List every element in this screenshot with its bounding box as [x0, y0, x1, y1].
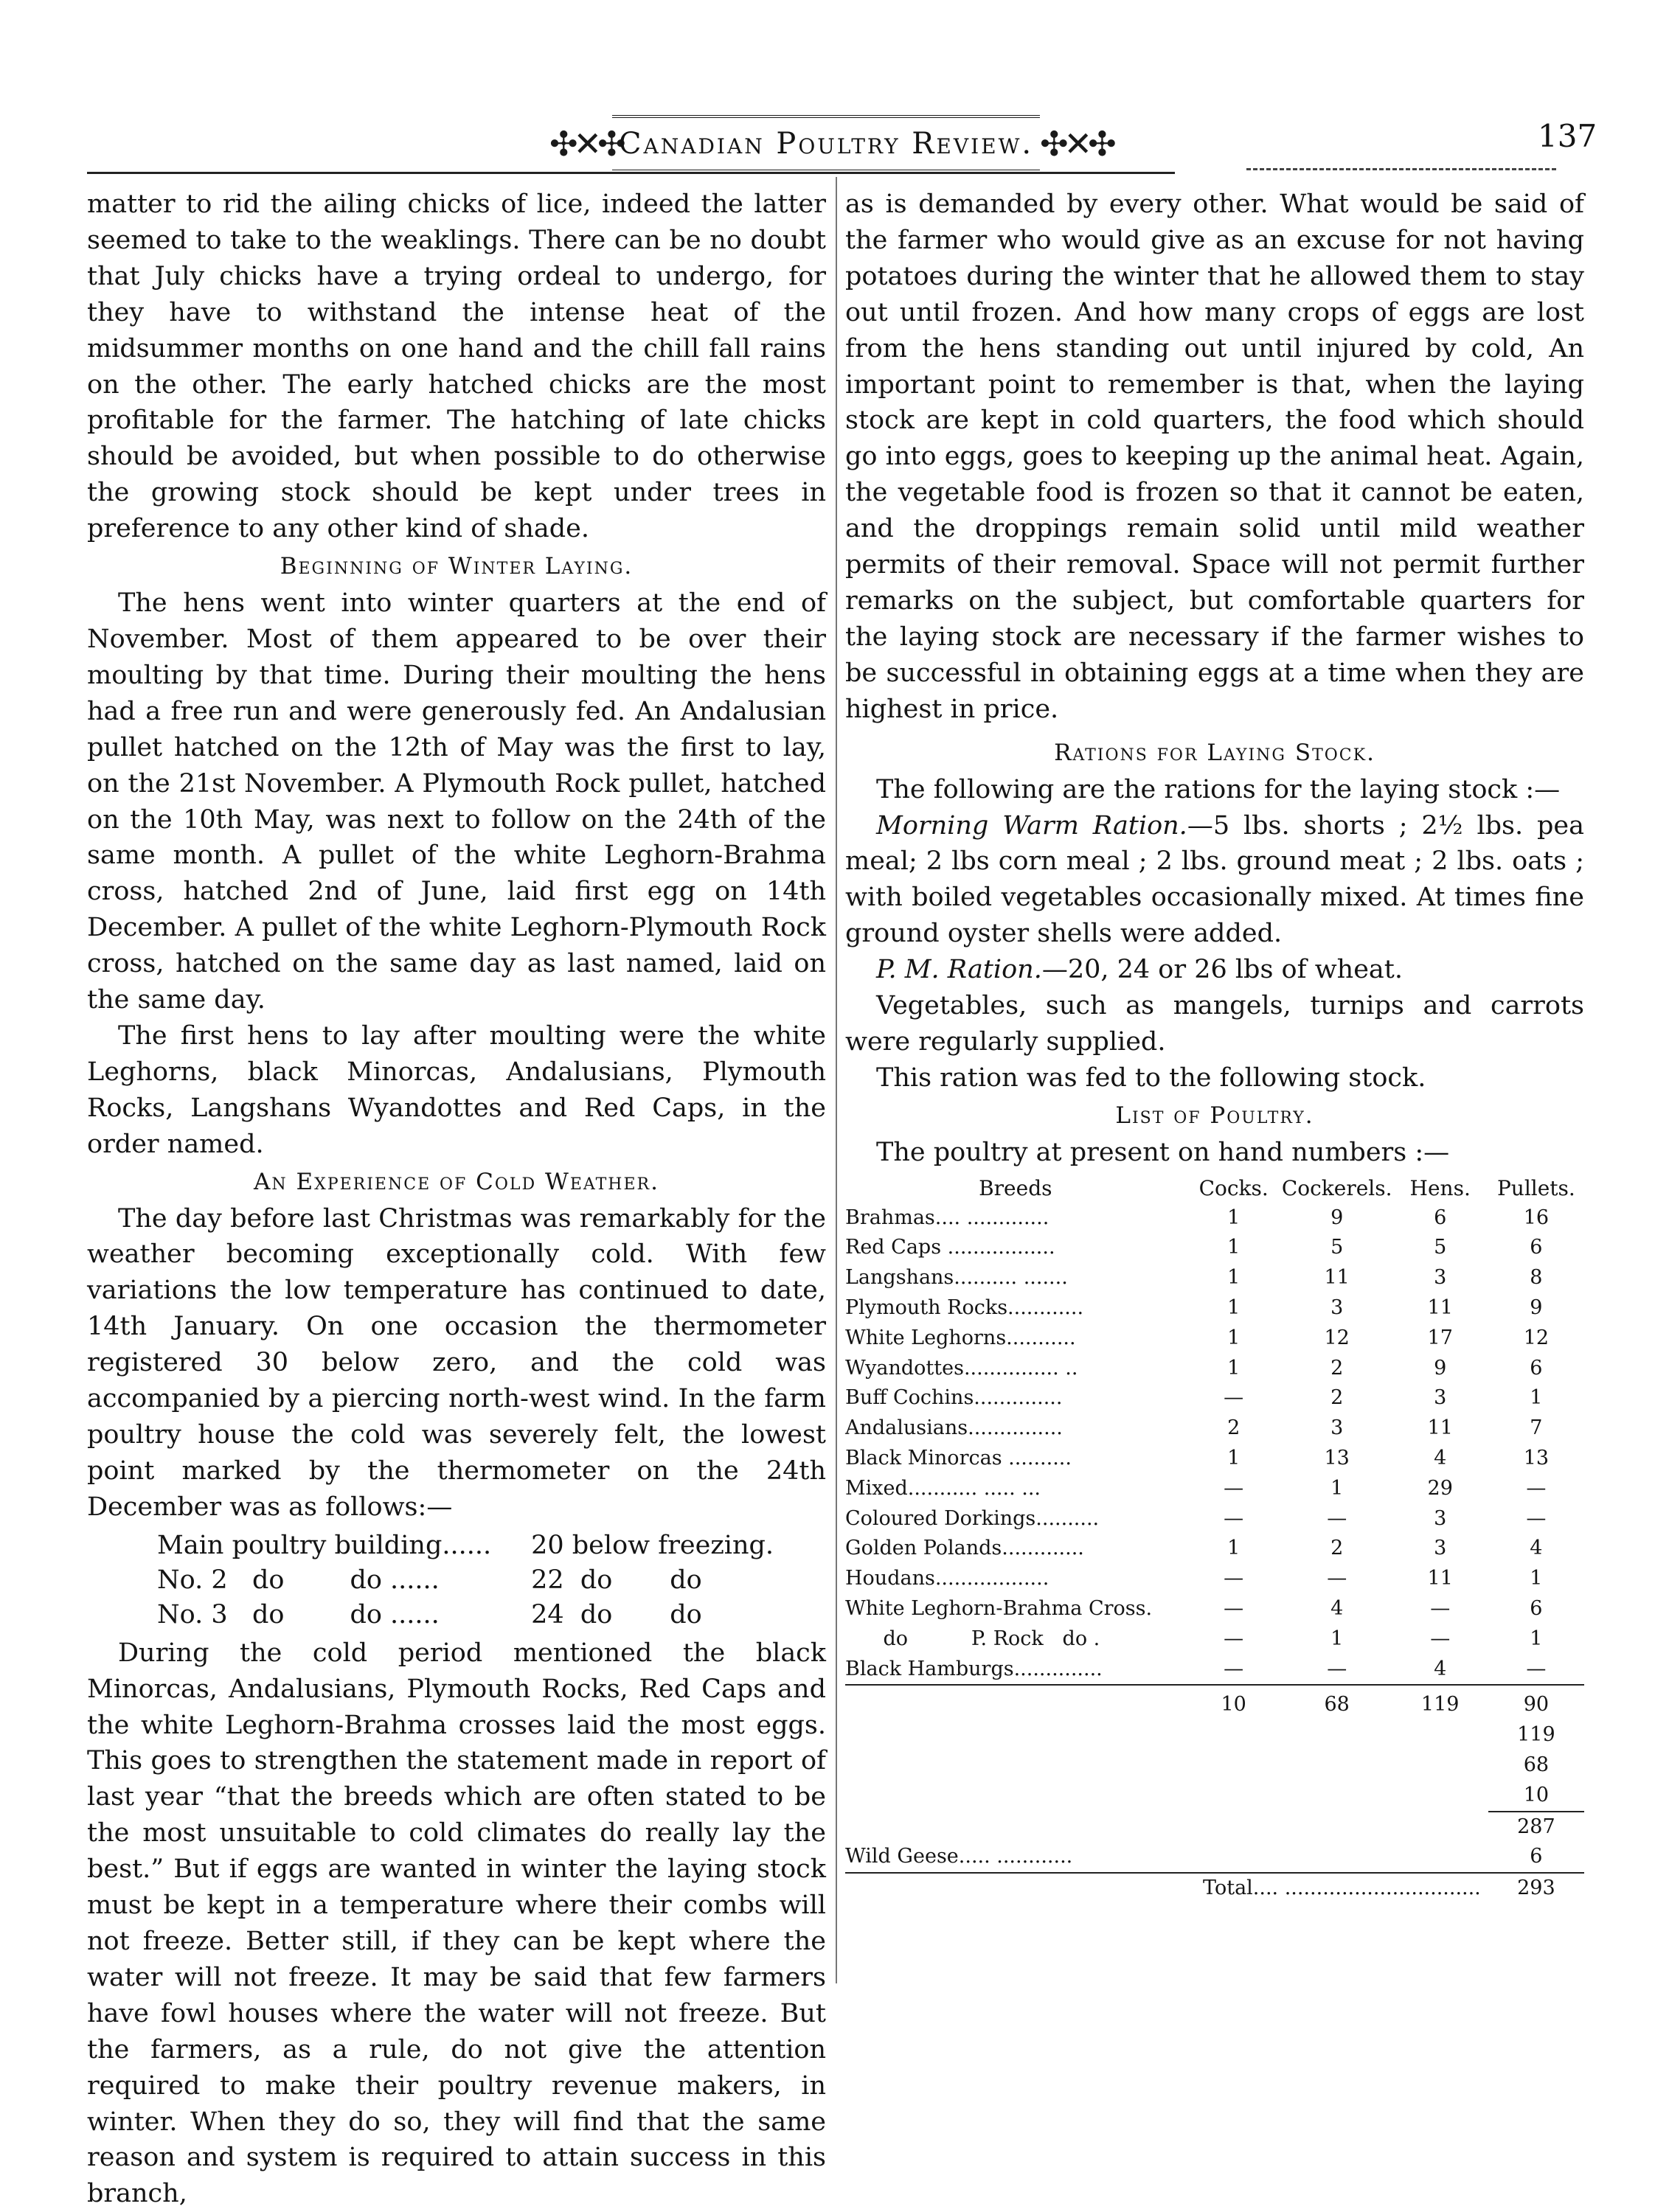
- table-row: [845, 1413, 1584, 1444]
- paragraph: matter to rid the ailing chicks of lice, indeed the latter seemed to take to the weaklings. There can be no doubt that July chicks have a trying ordeal to undergo, for they have to withstand the intense heat of the midsummer months on one hand and the chill fall rains on the other. The early hatched chicks are the most profitable for the farmer. The hatching of late chicks should be avoided, but when possible to do otherwise the growing stock should be kept under trees in preference to any other kind of shade.: [87, 189, 826, 544]
- sum-row: [845, 1720, 1584, 1750]
- cocks-count: —: [1224, 1506, 1244, 1530]
- paragraph: The day before last Christmas was remarkably for the weather becoming exceptionally cold. With few variations the low temperature has continued to date, 14th January. On one occasion the thermometer registered 30 below zero, and the cold was accompanied by a piercing north-west wind. In the farm poultry house the cold was severely felt, the lowest point marked by the thermometer on the 24th December was as follows:—: [87, 1203, 826, 1522]
- table-cell: No. 2 do do ......: [157, 1565, 440, 1595]
- breed-name: Buff Cochins..............: [845, 1386, 1063, 1410]
- cocks-count: 1: [1227, 1296, 1241, 1320]
- ration-text: —20, 24 or 26 lbs of wheat.: [1041, 955, 1403, 985]
- table-row: [845, 1504, 1584, 1534]
- hens-count: 29: [1427, 1476, 1453, 1500]
- table-row: [845, 1233, 1584, 1263]
- hens-count: 11: [1427, 1567, 1453, 1590]
- total-cocks: 10: [1186, 1685, 1282, 1720]
- paragraph: Vegetables, such as mangels, turnips and carrots were regularly supplied.: [845, 991, 1584, 1057]
- paragraph: The following are the rations for the laying stock :—: [876, 774, 1561, 804]
- cockerels-count: 9: [1330, 1206, 1344, 1229]
- totals-row: [845, 1685, 1584, 1720]
- sum-row: [845, 1781, 1584, 1812]
- cocks-count: —: [1224, 1567, 1244, 1590]
- ornament-left-icon: ✣✕✣: [549, 124, 622, 164]
- hens-count: 3: [1434, 1537, 1447, 1560]
- table-row: [157, 1563, 784, 1598]
- wild-geese-row: [845, 1842, 1584, 1873]
- table-row: [845, 1203, 1584, 1234]
- section-heading: Beginning of Winter Laying.: [280, 553, 634, 580]
- left-column: [87, 187, 826, 2212]
- hens-count: 6: [1434, 1206, 1447, 1229]
- paragraph: as is demanded by every other. What would be said of the farmer who would give as an excuse for not having potatoes during the winter that he allowed them to stay out until frozen. And how many crops of eggs are lost from the hens standing out until injured by cold, An important point to remember is that, when the laying stock are kept in cold quarters, the food which should go into eggs, goes to keeping up the animal heat. Again, the vegetable food is frozen so that it cannot be eaten, and the droppings remain solid until mild weather permits of their removal. Space will not permit further remarks on the subject, but comfortable quarters for the laying stock are necessary if the farmer wishes to be successful in obtaining eggs at a time when they are highest in price.: [845, 189, 1584, 724]
- table-cell: Main poultry building......: [157, 1530, 492, 1560]
- pullets-count: 4: [1530, 1537, 1543, 1560]
- cockerels-count: 5: [1330, 1236, 1344, 1259]
- breed-name: Houdans..................: [845, 1567, 1049, 1590]
- breed-name: Black Hamburgs..............: [845, 1657, 1103, 1680]
- pullets-count: —: [1526, 1657, 1547, 1680]
- pullets-count: 1: [1530, 1567, 1543, 1590]
- cockerels-count: 12: [1324, 1326, 1350, 1349]
- table-row: [845, 1293, 1584, 1324]
- pullets-count: 12: [1523, 1326, 1550, 1349]
- hens-count: 17: [1427, 1326, 1453, 1349]
- pullets-count: —: [1526, 1476, 1547, 1500]
- breed-name: Brahmas.... .............: [845, 1206, 1049, 1229]
- paragraph: [845, 952, 1584, 988]
- header-rule: [87, 172, 1175, 174]
- table-row: [845, 1324, 1584, 1354]
- pullets-count: 1: [1530, 1627, 1543, 1650]
- cockerels-count: 4: [1330, 1597, 1344, 1621]
- cocks-count: —: [1224, 1657, 1244, 1680]
- cocks-count: 1: [1227, 1266, 1241, 1290]
- wild-geese-label: Wild Geese..... ............: [845, 1845, 1073, 1868]
- hens-count: 3: [1434, 1266, 1447, 1290]
- cocks-count: 1: [1227, 1356, 1241, 1380]
- column-divider: [836, 177, 837, 1983]
- ration-text: —5 lbs. shorts ; 2½ lbs. pea meal; 2 lbs corn meal ; 2 lbs. ground meat ; 2 lbs. oats ; with boiled vegetables occasionally mixed. At times fine ground oyster shells were added.: [845, 810, 1584, 949]
- breed-name: Andalusians...............: [845, 1416, 1063, 1440]
- cockerels-count: 1: [1330, 1476, 1344, 1500]
- table-row: [845, 1564, 1584, 1594]
- sum-value: 10: [1523, 1783, 1550, 1806]
- hens-count: —: [1430, 1627, 1451, 1650]
- column-header: Cockerels.: [1281, 1175, 1392, 1200]
- cockerels-count: —: [1327, 1567, 1347, 1590]
- hens-count: —: [1430, 1597, 1451, 1621]
- cocks-count: 1: [1227, 1326, 1241, 1349]
- cocks-count: —: [1224, 1627, 1244, 1650]
- pullets-count: 6: [1530, 1356, 1543, 1380]
- subtotal-row: [845, 1812, 1584, 1843]
- table-row: [845, 1594, 1584, 1624]
- hens-count: 9: [1434, 1356, 1447, 1380]
- table-row: [845, 1354, 1584, 1384]
- table-cell: 22 do do: [531, 1565, 702, 1595]
- sum-value: 68: [1523, 1753, 1550, 1776]
- table-row: [845, 1263, 1584, 1293]
- breed-name: Mixed........... ..... ...: [845, 1476, 1041, 1500]
- section-heading: List of Poultry.: [1115, 1102, 1314, 1129]
- cocks-count: 1: [1227, 1236, 1241, 1259]
- breed-name: Langshans.......... .......: [845, 1266, 1068, 1290]
- paragraph: The hens went into winter quarters at the end of November. Most of them appeared to be over their moulting by that time. During their moulting the hens had a free run and were generously fed. An Andalusian pullet hatched on the 12th of May was the first to lay, on the 21st November. A Plymouth Rock pullet, hatched on the 10th May, was next to follow on the 24th of the same month. A pullet of the white Leghorn-Brahma cross, hatched 2nd of June, laid first egg on 14th December. A pullet of the white Leghorn-Plymouth Rock cross, hatched on the same day as last named, laid on the same day.: [87, 588, 826, 1015]
- pullets-count: 7: [1530, 1416, 1543, 1440]
- table-header-row: [845, 1174, 1584, 1203]
- total-hens: 119: [1392, 1685, 1488, 1720]
- cocks-count: 1: [1227, 1537, 1241, 1560]
- breed-name: White Leghorn-Brahma Cross.: [845, 1597, 1153, 1621]
- table-row: [845, 1444, 1584, 1474]
- hens-count: 4: [1434, 1447, 1447, 1470]
- header-rule-dashed: [1246, 168, 1556, 170]
- cockerels-count: 3: [1330, 1416, 1344, 1440]
- total-pullets: 90: [1488, 1685, 1584, 1720]
- section-heading: Rations for Laying Stock.: [1054, 739, 1375, 766]
- pullets-count: 9: [1530, 1296, 1543, 1320]
- breed-name: Coloured Dorkings..........: [845, 1506, 1100, 1530]
- table-row: [845, 1383, 1584, 1413]
- breed-name: White Leghorns...........: [845, 1326, 1076, 1349]
- breed-name: do P. Rock do .: [845, 1627, 1100, 1650]
- cocks-count: —: [1224, 1386, 1244, 1410]
- ration-label: P. M. Ration.: [876, 955, 1042, 985]
- magazine-title: Canadian Poultry Review.: [612, 115, 1040, 173]
- cockerels-count: 2: [1330, 1356, 1344, 1380]
- hens-count: 11: [1427, 1296, 1453, 1320]
- table-row: [845, 1655, 1584, 1686]
- pullets-count: 16: [1523, 1206, 1550, 1229]
- subtotal-value: 287: [1488, 1812, 1584, 1843]
- breed-name: Golden Polands.............: [845, 1537, 1084, 1560]
- page-number: 137: [1538, 118, 1597, 154]
- cockerels-count: 13: [1324, 1447, 1350, 1470]
- cockerels-count: 2: [1330, 1537, 1344, 1560]
- hens-count: 11: [1427, 1416, 1453, 1440]
- hens-count: 4: [1434, 1657, 1447, 1680]
- column-header: Pullets.: [1496, 1175, 1575, 1200]
- column-header: Cocks.: [1198, 1175, 1269, 1200]
- total-cockerels: 68: [1282, 1685, 1392, 1720]
- pullets-count: 6: [1530, 1236, 1543, 1259]
- cocks-count: 1: [1227, 1447, 1241, 1470]
- table-cell: 20 below freezing.: [531, 1530, 774, 1560]
- poultry-table: [845, 1174, 1584, 1904]
- paragraph: During the cold period mentioned the black Minorcas, Andalusians, Plymouth Rocks, Red Caps and the white Leghorn-Brahma crosses laid the most eggs. This goes to strengthen the statement made in report of last year “that the breeds which are often stated to be the most unsuitable to cold climates do really lay the best.” But if eggs are wanted in winter the laying stock must be kept in a temperature where their combs will not freeze. Better still, if they can be kept where the water will not freeze. It may be said that few farmers have fowl houses where the water will not freeze. But the farmers, as a rule, do not give the attention required to make their poultry revenue makers, in winter. When they do so, they will find that the same reason and system is required to attain success in this branch,: [87, 1638, 826, 2209]
- cockerels-count: —: [1327, 1506, 1347, 1530]
- section-heading: An Experience of Cold Weather.: [254, 1168, 659, 1195]
- ornament-right-icon: ✣✕✣: [1040, 124, 1112, 164]
- column-header: Hens.: [1409, 1175, 1471, 1200]
- pullets-count: 1: [1530, 1386, 1543, 1410]
- hens-count: 3: [1434, 1386, 1447, 1410]
- paragraph: This ration was fed to the following stock.: [876, 1062, 1426, 1093]
- paragraph: [845, 808, 1584, 953]
- cockerels-count: 2: [1330, 1386, 1344, 1410]
- cockerels-count: 3: [1330, 1296, 1344, 1320]
- total-value: 293: [1488, 1873, 1584, 1904]
- pullets-count: —: [1526, 1506, 1547, 1530]
- breed-name: Black Minorcas ..........: [845, 1447, 1072, 1470]
- hens-count: 5: [1434, 1236, 1447, 1259]
- temperature-table: [157, 1528, 784, 1632]
- paragraph: The poultry at present on hand numbers :—: [876, 1137, 1450, 1167]
- table-cell: No. 3 do do ......: [157, 1599, 440, 1630]
- table-row: [845, 1624, 1584, 1655]
- grand-total-row: [845, 1873, 1584, 1904]
- cockerels-count: 1: [1330, 1627, 1344, 1650]
- table-row: [157, 1528, 784, 1563]
- ration-label: Morning Warm Ration.: [876, 810, 1187, 841]
- right-column: [845, 187, 1584, 1904]
- table-row: [845, 1474, 1584, 1504]
- cocks-count: —: [1224, 1597, 1244, 1621]
- paragraph: The first hens to lay after moulting were the white Leghorns, black Minorcas, Andalusians, Plymouth Rocks, Langshans Wyandottes and Red Caps, in the order named.: [87, 1020, 826, 1159]
- cockerels-count: 11: [1324, 1266, 1350, 1290]
- table-cell: 24 do do: [531, 1599, 702, 1630]
- column-header: Breeds: [979, 1175, 1052, 1200]
- cockerels-count: —: [1327, 1657, 1347, 1680]
- total-label: Total.... ...............................: [845, 1873, 1488, 1904]
- table-cell: [845, 1685, 1186, 1720]
- cocks-count: —: [1224, 1476, 1244, 1500]
- table-row: [845, 1534, 1584, 1564]
- sum-row: [845, 1750, 1584, 1781]
- cocks-count: 1: [1227, 1206, 1241, 1229]
- cocks-count: 2: [1227, 1416, 1241, 1440]
- masthead: [0, 111, 1655, 177]
- pullets-count: 6: [1530, 1597, 1543, 1621]
- breed-name: Plymouth Rocks............: [845, 1296, 1084, 1320]
- breed-name: Wyandottes............... ..: [845, 1356, 1078, 1380]
- poultry-table-body: [845, 1203, 1584, 1686]
- wild-geese-value: 6: [1530, 1845, 1543, 1868]
- breed-name: Red Caps .................: [845, 1236, 1055, 1259]
- sum-value: 119: [1517, 1723, 1555, 1747]
- pullets-count: 8: [1530, 1266, 1543, 1290]
- hens-count: 3: [1434, 1506, 1447, 1530]
- pullets-count: 13: [1523, 1447, 1550, 1470]
- table-row: [157, 1598, 784, 1632]
